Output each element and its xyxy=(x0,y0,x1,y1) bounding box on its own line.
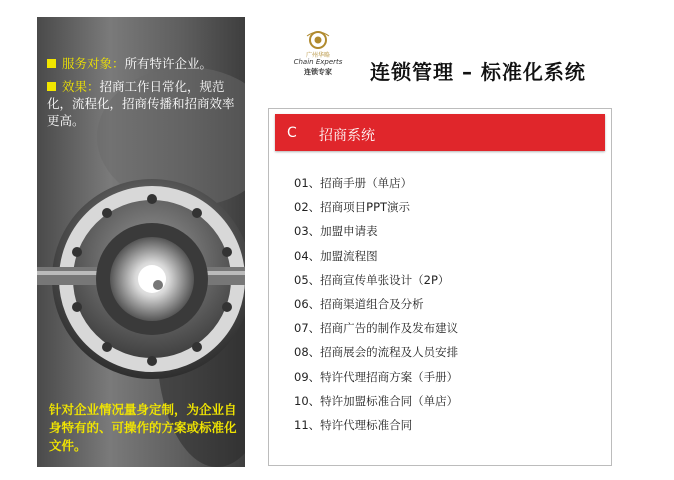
custom-solution-note: 针对企业情况量身定制，为企业自身特有的、可操作的方案或标准化文件。 xyxy=(49,402,237,453)
effect-label: 效果： xyxy=(62,79,100,94)
logo-cn: 连锁专家 xyxy=(304,68,332,76)
logo-cn-top: 广州华略 xyxy=(305,52,330,59)
item-list xyxy=(294,171,594,437)
effect-text: 招商工作日常化，规范化，流程化，招商传播和招商效率更高。 xyxy=(47,79,235,128)
service-label: 服务对象： xyxy=(62,56,125,71)
list-item: 04、加盟流程图 xyxy=(294,248,378,263)
content-card xyxy=(268,108,612,466)
list-item: 09、特许代理招商方案（手册） xyxy=(294,369,459,384)
list-item: 06、招商渠道组合及分析 xyxy=(294,296,424,311)
list-item: 05、招商宣传单张设计（2P） xyxy=(294,272,450,287)
logo-en: Chain Experts xyxy=(293,58,343,66)
list-item: 07、招商广告的制作及发布建议 xyxy=(294,321,459,336)
panel-description xyxy=(47,55,239,135)
yellow-square-bullet-icon xyxy=(47,59,56,68)
list-item: 08、招商展会的流程及人员安排 xyxy=(294,345,459,360)
page-title: 连锁管理 – 标准化系统 xyxy=(370,60,586,84)
list-item: 11、特许代理标准合同 xyxy=(294,417,413,432)
section-letter: C xyxy=(287,125,297,141)
service-paragraph xyxy=(47,55,239,72)
effect-paragraph xyxy=(47,78,239,129)
left-decorative-panel xyxy=(37,17,245,467)
section-title: 招商系统 xyxy=(319,128,375,144)
list-item: 03、加盟申请表 xyxy=(294,224,378,239)
yellow-square-bullet-icon xyxy=(47,82,56,91)
section-header xyxy=(275,114,605,151)
service-text: 所有特许企业。 xyxy=(124,56,213,71)
chain-experts-logo xyxy=(283,30,353,80)
logo-emblem-icon xyxy=(283,30,353,50)
list-item: 01、招商手册（单店） xyxy=(294,176,413,190)
list-item: 10、特许加盟标准合同（单店） xyxy=(294,393,459,408)
list-item: 02、招商项目PPT演示 xyxy=(294,200,411,215)
